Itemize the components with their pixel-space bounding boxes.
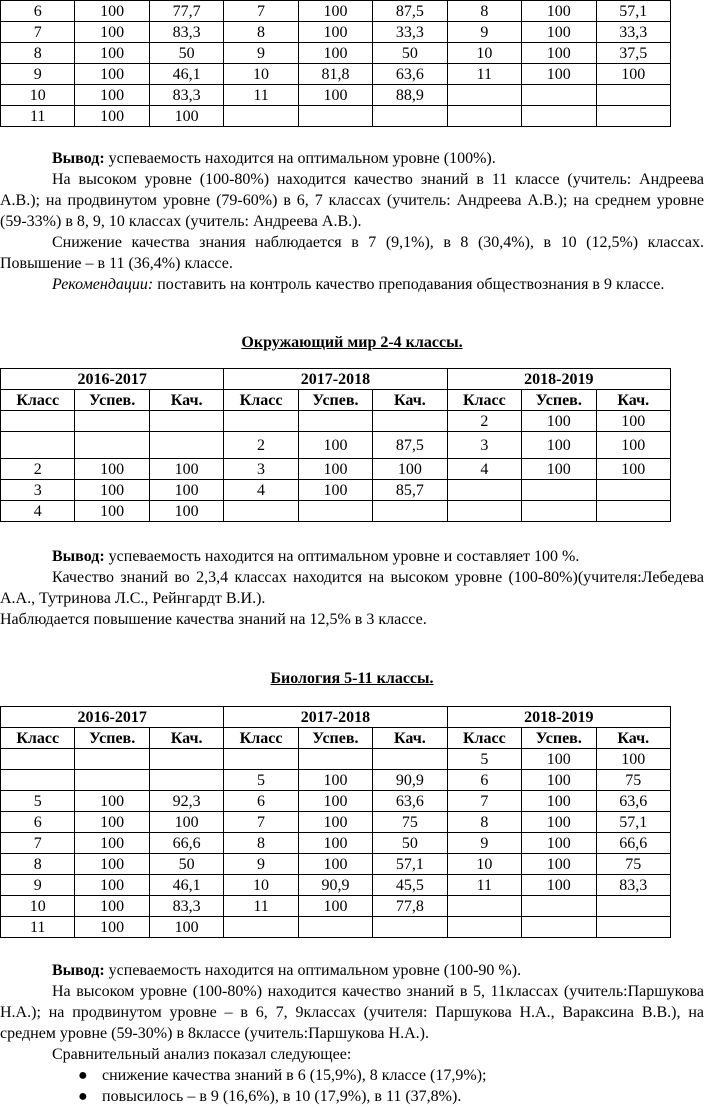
table-cell: 100 bbox=[596, 459, 671, 480]
table-cell bbox=[522, 480, 596, 501]
table-cell bbox=[298, 501, 372, 522]
table-cell bbox=[149, 770, 223, 791]
table-cell: 100 bbox=[75, 896, 149, 917]
table-cell: 6 bbox=[1, 1, 75, 22]
table-row bbox=[1, 917, 671, 938]
table-cell: 3 bbox=[447, 432, 521, 459]
conclusion-text: успеваемость находится на оптимальном уровне и составляет 100 %. bbox=[104, 548, 580, 565]
table-cell: 6 bbox=[447, 770, 521, 791]
table-row bbox=[1, 1, 671, 22]
table-cell bbox=[373, 917, 447, 938]
table-cell: 5 bbox=[447, 749, 521, 770]
column-header-cell: Успев. bbox=[298, 728, 372, 749]
conclusion-label: Вывод: bbox=[52, 962, 105, 979]
table-row bbox=[1, 85, 671, 106]
table-cell: 11 bbox=[224, 896, 298, 917]
table-cell bbox=[447, 85, 521, 106]
table-cell: 100 bbox=[522, 833, 596, 854]
table-cell: 8 bbox=[224, 833, 298, 854]
table-cell: 66,6 bbox=[596, 833, 671, 854]
table-cell bbox=[298, 749, 372, 770]
table-cell bbox=[447, 106, 521, 127]
table-cell: 7 bbox=[224, 1, 298, 22]
table-cell: 45,5 bbox=[373, 875, 447, 896]
social-recommendation bbox=[0, 274, 704, 295]
table-cell bbox=[224, 749, 298, 770]
table-cell: 100 bbox=[75, 791, 149, 812]
bio-conclusion bbox=[0, 960, 704, 981]
table-cell: 11 bbox=[447, 875, 521, 896]
table-cell: 100 bbox=[149, 480, 223, 501]
table-cell: 4 bbox=[1, 501, 75, 522]
table-cell: 66,6 bbox=[149, 833, 223, 854]
table-cell: 100 bbox=[596, 749, 671, 770]
table-cell bbox=[447, 480, 521, 501]
table-cell: 3 bbox=[224, 459, 298, 480]
social-text-block bbox=[0, 148, 704, 295]
table-cell: 8 bbox=[447, 1, 521, 22]
table-world bbox=[0, 368, 671, 522]
table-cell: 7 bbox=[1, 22, 75, 43]
table-cell: 100 bbox=[298, 770, 372, 791]
bullet-text: повысилось – в 9 (16,6%), в 10 (17,9%), в 11 (37,8%). bbox=[102, 1088, 462, 1105]
year-header-cell: 2017-2018 bbox=[224, 369, 447, 390]
table-cell bbox=[224, 501, 298, 522]
table-cell: 83,3 bbox=[149, 896, 223, 917]
table-cell: 100 bbox=[522, 812, 596, 833]
table-cell: 57,1 bbox=[373, 854, 447, 875]
table-cell: 100 bbox=[75, 854, 149, 875]
bio-table-block bbox=[0, 706, 704, 938]
table-cell: 5 bbox=[1, 791, 75, 812]
table-cell: 37,5 bbox=[596, 43, 671, 64]
table-cell: 100 bbox=[522, 1, 596, 22]
table-cell: 8 bbox=[1, 854, 75, 875]
table-cell: 7 bbox=[447, 791, 521, 812]
table-cell bbox=[596, 917, 671, 938]
table-cell: 100 bbox=[75, 917, 149, 938]
table-cell: 100 bbox=[298, 22, 372, 43]
column-header-cell: Класс bbox=[224, 390, 298, 411]
table-cell: 100 bbox=[522, 411, 596, 432]
table-cell bbox=[75, 432, 149, 459]
world-paragraph-2: Наблюдается повышение качества знаний на 12,5% в 3 классе. bbox=[0, 611, 427, 628]
social-paragraph-2: Снижение качества знания наблюдается в 7 (9,1%), в 8 (30,4%), в 10 (12,5%) классах. Повышение – в 11 (36,4%) классе. bbox=[0, 234, 704, 272]
table-cell: 50 bbox=[149, 854, 223, 875]
table-cell: 100 bbox=[522, 43, 596, 64]
table-cell: 8 bbox=[1, 43, 75, 64]
table-cell bbox=[447, 501, 521, 522]
table-cell: 100 bbox=[298, 854, 372, 875]
table-cell: 50 bbox=[149, 43, 223, 64]
table-cell: 100 bbox=[373, 459, 447, 480]
table-cell: 9 bbox=[447, 22, 521, 43]
table-cell: 10 bbox=[1, 85, 75, 106]
table-cell: 100 bbox=[522, 791, 596, 812]
table-cell: 10 bbox=[1, 896, 75, 917]
table-cell bbox=[1, 770, 75, 791]
table-cell: 83,3 bbox=[149, 22, 223, 43]
table-cell: 100 bbox=[298, 812, 372, 833]
table-cell: 33,3 bbox=[373, 22, 447, 43]
table-cell: 9 bbox=[447, 833, 521, 854]
social-conclusion bbox=[0, 148, 704, 169]
column-header-cell: Кач. bbox=[373, 728, 447, 749]
table-cell: 2 bbox=[224, 432, 298, 459]
bio-text-block bbox=[0, 960, 704, 1107]
table-cell: 10 bbox=[447, 854, 521, 875]
year-header-cell: 2017-2018 bbox=[224, 707, 447, 728]
table-cell: 63,6 bbox=[373, 64, 447, 85]
table-cell: 100 bbox=[298, 896, 372, 917]
table-row bbox=[1, 854, 671, 875]
table-cell: 8 bbox=[224, 22, 298, 43]
table-cell: 57,1 bbox=[596, 812, 671, 833]
bio-heading: Биология 5-11 классы. bbox=[270, 670, 434, 687]
table-cell: 3 bbox=[1, 480, 75, 501]
column-header-cell: Успев. bbox=[522, 390, 596, 411]
table-cell: 4 bbox=[447, 459, 521, 480]
table-biology bbox=[0, 706, 671, 938]
table-cell: 100 bbox=[596, 432, 671, 459]
table-row bbox=[1, 501, 671, 522]
column-header-row bbox=[1, 390, 671, 411]
bullet-text: снижение качества знаний в 6 (15,9%), 8 классе (17,9%); bbox=[102, 1067, 487, 1084]
table-cell bbox=[596, 85, 671, 106]
table-row bbox=[1, 749, 671, 770]
table-cell: 85,7 bbox=[373, 480, 447, 501]
column-header-cell: Класс bbox=[224, 728, 298, 749]
table-cell: 11 bbox=[224, 85, 298, 106]
table-cell bbox=[596, 896, 671, 917]
table-cell: 100 bbox=[149, 917, 223, 938]
table-cell bbox=[522, 917, 596, 938]
table-row bbox=[1, 106, 671, 127]
year-header-cell: 2016-2017 bbox=[1, 369, 224, 390]
recommendation-text: поставить на контроль качество преподавания обществознания в 9 классе. bbox=[153, 276, 665, 293]
table-cell: 100 bbox=[75, 85, 149, 106]
table-cell bbox=[522, 85, 596, 106]
table-cell: 100 bbox=[596, 411, 671, 432]
table-row bbox=[1, 812, 671, 833]
table-cell: 92,3 bbox=[149, 791, 223, 812]
world-paragraph-1: Качество знаний во 2,3,4 классах находится на высоком уровне (100-80%)(учителя:Лебедева А.А., Тутринова Л.С., Рейнгардт В.И.). bbox=[0, 569, 704, 607]
table-cell: 9 bbox=[224, 854, 298, 875]
table-cell: 9 bbox=[1, 875, 75, 896]
conclusion-label: Вывод: bbox=[52, 150, 105, 167]
table-cell bbox=[149, 411, 223, 432]
table-cell: 63,6 bbox=[373, 791, 447, 812]
table-cell: 9 bbox=[1, 64, 75, 85]
table-cell: 100 bbox=[75, 812, 149, 833]
table-cell bbox=[224, 917, 298, 938]
bio-heading-block bbox=[0, 668, 704, 689]
table-cell: 100 bbox=[522, 432, 596, 459]
social-paragraph-1: На высоком уровне (100-80%) находится качество знаний в 11 классе (учитель: Андреева А.В.); на продвинутом уровне (79-60%) в 6, 7 классах (учитель: Андреева А.В.); на среднем уровне (59-33%) в 8, 9, 10 классах (учитель: Андреева А.В.). bbox=[0, 171, 704, 230]
column-header-cell: Кач. bbox=[373, 390, 447, 411]
year-header-cell: 2018-2019 bbox=[447, 707, 670, 728]
table-cell: 100 bbox=[298, 480, 372, 501]
table-top-block bbox=[0, 0, 704, 127]
table-cell bbox=[149, 749, 223, 770]
table-cell: 11 bbox=[1, 917, 75, 938]
table-cell: 100 bbox=[596, 64, 671, 85]
list-item bbox=[0, 1065, 704, 1086]
table-cell: 7 bbox=[224, 812, 298, 833]
table-cell bbox=[298, 411, 372, 432]
table-cell: 100 bbox=[75, 106, 149, 127]
conclusion-text: успеваемость находится на оптимальном уровне (100%). bbox=[104, 150, 496, 167]
column-header-cell: Класс bbox=[1, 728, 75, 749]
table-cell: 100 bbox=[298, 432, 372, 459]
table-cell bbox=[522, 896, 596, 917]
table-cell: 100 bbox=[149, 459, 223, 480]
column-header-cell: Успев. bbox=[522, 728, 596, 749]
column-header-cell: Кач. bbox=[149, 390, 223, 411]
table-cell bbox=[447, 896, 521, 917]
table-cell: 10 bbox=[224, 875, 298, 896]
column-header-cell: Успев. bbox=[75, 728, 149, 749]
conclusion-text: успеваемость находится на оптимальном уровне (100-90 %). bbox=[104, 962, 522, 979]
column-header-cell: Успев. bbox=[75, 390, 149, 411]
table-row bbox=[1, 770, 671, 791]
table-row bbox=[1, 833, 671, 854]
table-cell: 81,8 bbox=[298, 64, 372, 85]
table-cell: 10 bbox=[447, 43, 521, 64]
recommendation-label: Рекомендации: bbox=[52, 276, 154, 293]
table-cell: 100 bbox=[298, 1, 372, 22]
table-cell bbox=[75, 411, 149, 432]
table-row bbox=[1, 791, 671, 812]
table-cell: 2 bbox=[1, 459, 75, 480]
table-cell: 83,3 bbox=[596, 875, 671, 896]
table-cell: 75 bbox=[596, 770, 671, 791]
table-cell: 100 bbox=[522, 22, 596, 43]
table-cell: 8 bbox=[447, 812, 521, 833]
conclusion-label: Вывод: bbox=[52, 548, 105, 565]
table-cell: 9 bbox=[224, 43, 298, 64]
table-cell bbox=[1, 749, 75, 770]
table-cell: 88,9 bbox=[373, 85, 447, 106]
column-header-cell: Кач. bbox=[596, 390, 671, 411]
table-cell: 100 bbox=[298, 459, 372, 480]
table-cell bbox=[75, 749, 149, 770]
table-cell bbox=[224, 411, 298, 432]
table-row bbox=[1, 432, 671, 459]
table-cell bbox=[1, 411, 75, 432]
table-cell: 100 bbox=[298, 791, 372, 812]
table-cell: 77,8 bbox=[373, 896, 447, 917]
table-cell: 100 bbox=[298, 833, 372, 854]
table-cell: 10 bbox=[224, 64, 298, 85]
table-cell: 90,9 bbox=[373, 770, 447, 791]
table-row bbox=[1, 43, 671, 64]
table-row bbox=[1, 411, 671, 432]
table-cell bbox=[596, 480, 671, 501]
bio-paragraph-2: Сравнительный анализ показал следующее: bbox=[52, 1046, 352, 1063]
table-cell: 100 bbox=[75, 1, 149, 22]
year-header-row bbox=[1, 707, 671, 728]
table-cell bbox=[522, 106, 596, 127]
year-header-cell: 2016-2017 bbox=[1, 707, 224, 728]
table-cell: 100 bbox=[75, 459, 149, 480]
table-row bbox=[1, 896, 671, 917]
table-cell: 100 bbox=[75, 875, 149, 896]
table-cell: 100 bbox=[75, 480, 149, 501]
table-cell: 100 bbox=[522, 770, 596, 791]
table-cell bbox=[298, 917, 372, 938]
table-row bbox=[1, 480, 671, 501]
table-cell bbox=[1, 432, 75, 459]
table-cell: 87,5 bbox=[373, 1, 447, 22]
table-cell: 100 bbox=[75, 22, 149, 43]
table-cell: 46,1 bbox=[149, 64, 223, 85]
table-row bbox=[1, 875, 671, 896]
table-row bbox=[1, 22, 671, 43]
table-cell: 7 bbox=[1, 833, 75, 854]
table-cell: 11 bbox=[1, 106, 75, 127]
table-cell: 4 bbox=[224, 480, 298, 501]
table-cell: 100 bbox=[522, 749, 596, 770]
table-cell: 57,1 bbox=[596, 1, 671, 22]
table-cell bbox=[447, 917, 521, 938]
table-cell bbox=[373, 411, 447, 432]
bio-paragraph-1: На высоком уровне (100-80%) находится качество знаний в 5, 11классах (учитель:Паршукова Н.А.); на продвинутом уровне – в 6, 7, 9классах (учителя: Паршукова Н.А., Вараксина В.В.), на среднем уровне (59-30%) в 8классе (учитель:Паршукова Н.А.). bbox=[0, 983, 704, 1042]
table-cell: 100 bbox=[522, 854, 596, 875]
table-cell: 6 bbox=[1, 812, 75, 833]
table-cell bbox=[149, 432, 223, 459]
table-cell bbox=[373, 106, 447, 127]
table-cell: 100 bbox=[75, 64, 149, 85]
column-header-cell: Кач. bbox=[596, 728, 671, 749]
table-cell: 63,6 bbox=[596, 791, 671, 812]
world-heading-block bbox=[0, 332, 704, 353]
table-cell: 50 bbox=[373, 43, 447, 64]
table-cell: 75 bbox=[596, 854, 671, 875]
column-header-cell: Класс bbox=[447, 728, 521, 749]
table-cell: 2 bbox=[447, 411, 521, 432]
table-cell bbox=[373, 501, 447, 522]
table-cell: 33,3 bbox=[596, 22, 671, 43]
table-cell bbox=[75, 770, 149, 791]
table-cell: 100 bbox=[75, 501, 149, 522]
table-cell: 11 bbox=[447, 64, 521, 85]
table-cell: 100 bbox=[298, 85, 372, 106]
column-header-cell: Успев. bbox=[298, 390, 372, 411]
table-cell: 100 bbox=[75, 833, 149, 854]
table-cell: 83,3 bbox=[149, 85, 223, 106]
table-cell bbox=[522, 501, 596, 522]
table-cell bbox=[298, 106, 372, 127]
table-cell: 100 bbox=[522, 459, 596, 480]
table-cell: 77,7 bbox=[149, 1, 223, 22]
bullet-icon: ● bbox=[78, 1067, 88, 1084]
table-cell: 6 bbox=[224, 791, 298, 812]
table-cell: 100 bbox=[149, 812, 223, 833]
table-cell: 46,1 bbox=[149, 875, 223, 896]
table-cell: 100 bbox=[298, 43, 372, 64]
year-header-row bbox=[1, 369, 671, 390]
world-table-block bbox=[0, 368, 704, 522]
table-social-studies bbox=[0, 0, 671, 127]
table-cell: 100 bbox=[522, 64, 596, 85]
year-header-cell: 2018-2019 bbox=[447, 369, 670, 390]
table-cell bbox=[596, 106, 671, 127]
table-cell bbox=[596, 501, 671, 522]
table-cell: 100 bbox=[522, 875, 596, 896]
list-item bbox=[0, 1086, 704, 1107]
table-cell bbox=[224, 106, 298, 127]
table-cell: 87,5 bbox=[373, 432, 447, 459]
table-cell: 75 bbox=[373, 812, 447, 833]
column-header-cell: Кач. bbox=[149, 728, 223, 749]
column-header-cell: Класс bbox=[1, 390, 75, 411]
world-conclusion bbox=[0, 546, 704, 567]
column-header-row bbox=[1, 728, 671, 749]
column-header-cell: Класс bbox=[447, 390, 521, 411]
table-cell: 100 bbox=[75, 43, 149, 64]
world-text-block bbox=[0, 546, 704, 630]
table-cell: 90,9 bbox=[298, 875, 372, 896]
world-heading: Окружающий мир 2-4 классы. bbox=[241, 334, 463, 351]
bio-bullet-list bbox=[0, 1065, 704, 1107]
table-row bbox=[1, 459, 671, 480]
table-cell: 5 bbox=[224, 770, 298, 791]
table-cell: 50 bbox=[373, 833, 447, 854]
table-cell: 100 bbox=[149, 106, 223, 127]
table-cell: 100 bbox=[149, 501, 223, 522]
table-cell bbox=[373, 749, 447, 770]
table-row bbox=[1, 64, 671, 85]
bullet-icon: ● bbox=[78, 1088, 88, 1105]
